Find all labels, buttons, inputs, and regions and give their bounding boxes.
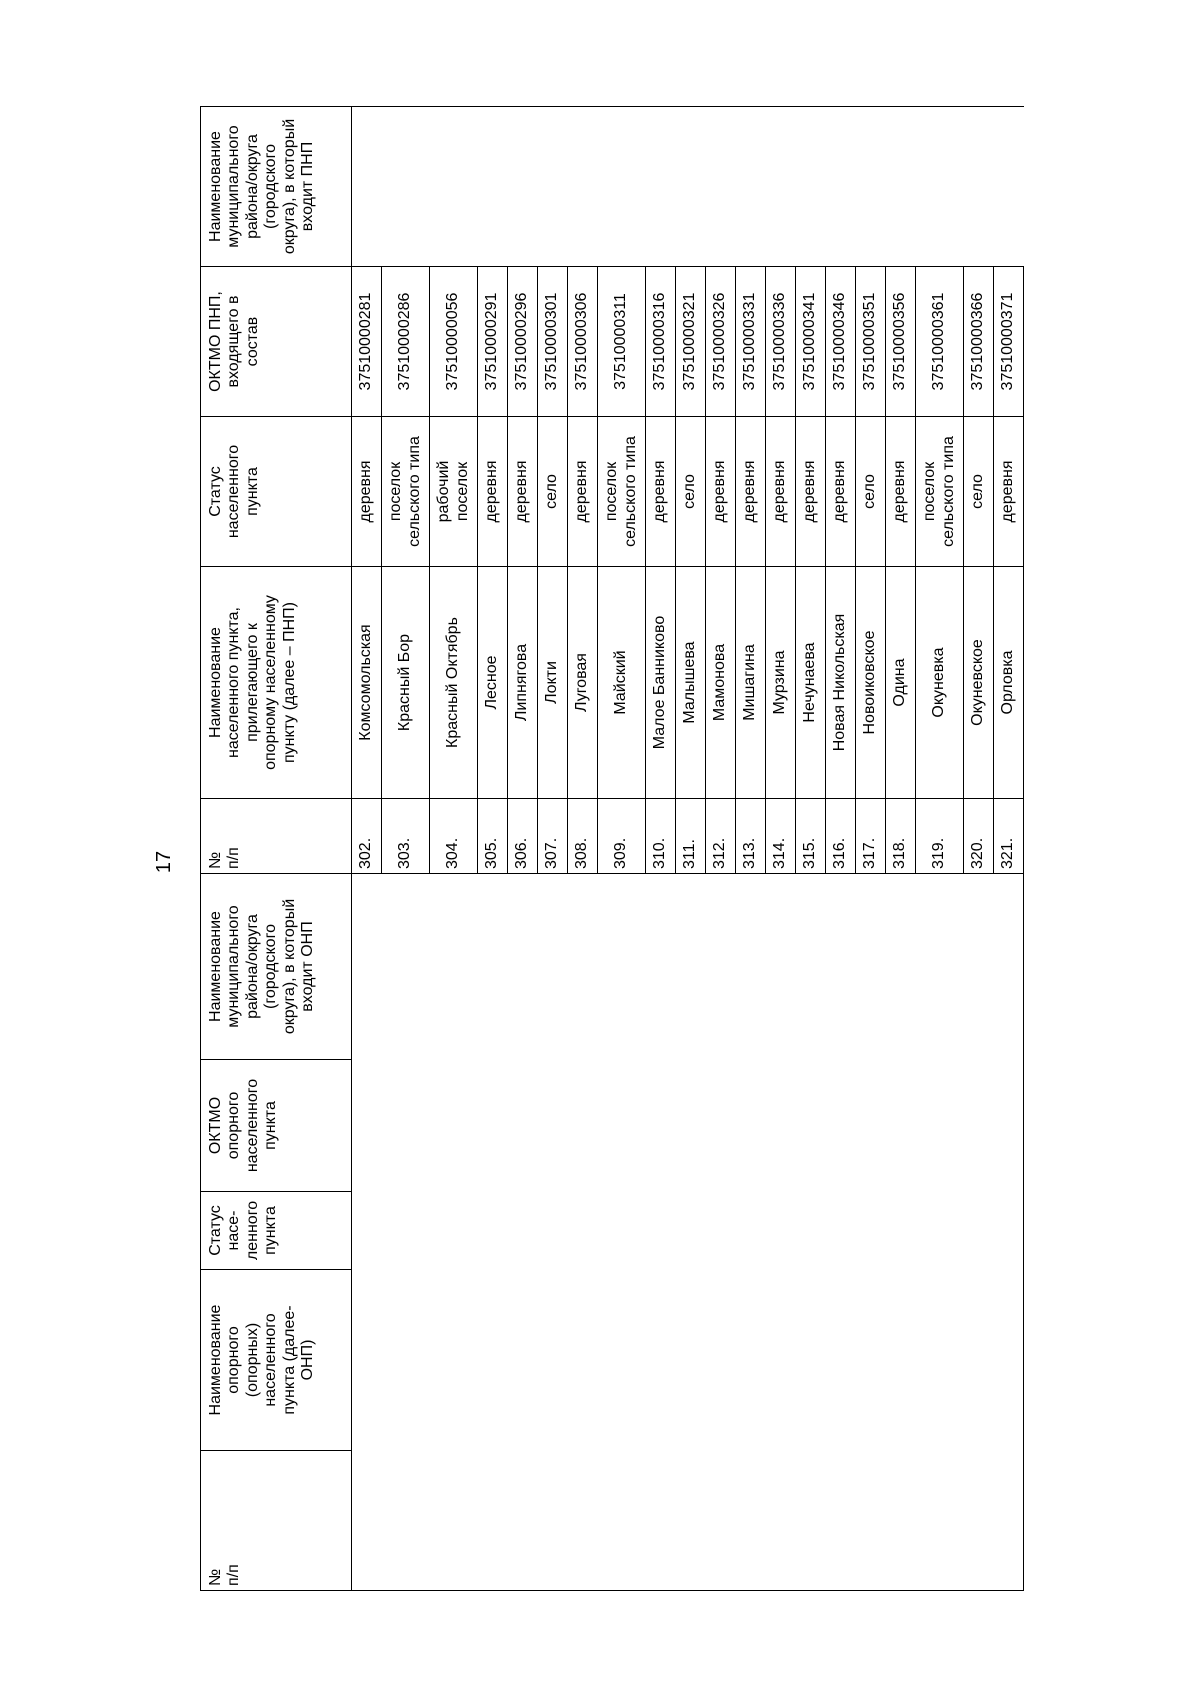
settlement-status: деревня xyxy=(352,417,382,567)
settlement-status: поселок сельского типа xyxy=(916,417,964,567)
district-cell xyxy=(646,107,676,267)
settlement-name: Малышева xyxy=(676,567,706,799)
row-number: 315. xyxy=(796,799,826,874)
district-cell xyxy=(886,107,916,267)
district-cell xyxy=(856,107,886,267)
row-number: 320. xyxy=(964,799,994,874)
district-cell xyxy=(508,107,538,267)
district-cell xyxy=(964,107,994,267)
row-number: 302. xyxy=(352,799,382,874)
settlement-oktmo: 37510000301 xyxy=(538,267,568,417)
settlement-status: поселок сельского типа xyxy=(382,417,430,567)
settlement-name: Одина xyxy=(886,567,916,799)
district-cell xyxy=(916,107,964,267)
settlement-name: Новоиковское xyxy=(856,567,886,799)
settlement-oktmo: 37510000326 xyxy=(706,267,736,417)
settlement-status: деревня xyxy=(994,417,1024,567)
settlement-name: Новая Никольская xyxy=(826,567,856,799)
settlement-oktmo: 37510000321 xyxy=(676,267,706,417)
header-cell: ОКТМО опорного населенного пункта xyxy=(201,1060,352,1192)
settlement-oktmo: 37510000056 xyxy=(430,267,478,417)
settlement-oktmo: 37510000291 xyxy=(478,267,508,417)
row-number: 319. xyxy=(916,799,964,874)
settlement-name: Липнягова xyxy=(508,567,538,799)
header-cell: Наименование муниципального района/округа (городского округа), в который входит ПНП xyxy=(201,107,352,267)
settlement-name: Мурзина xyxy=(766,567,796,799)
settlement-status: деревня xyxy=(886,417,916,567)
settlement-status: село xyxy=(538,417,568,567)
header-cell: Наименование населенного пункта, прилегающего к опорному населенному пункту (далее – ПНП) xyxy=(201,567,352,799)
settlement-name: Комсомольская xyxy=(352,567,382,799)
settlement-status: деревня xyxy=(508,417,538,567)
settlement-status: село xyxy=(856,417,886,567)
settlement-oktmo: 37510000336 xyxy=(766,267,796,417)
settlement-name: Нечунаева xyxy=(796,567,826,799)
row-number: 305. xyxy=(478,799,508,874)
row-number: 317. xyxy=(856,799,886,874)
row-number: 312. xyxy=(706,799,736,874)
district-cell xyxy=(430,107,478,267)
settlement-status: деревня xyxy=(646,417,676,567)
settlement-name: Мамонова xyxy=(706,567,736,799)
district-cell xyxy=(676,107,706,267)
row-number: 306. xyxy=(508,799,538,874)
header-cell: Статус населенного пункта xyxy=(201,417,352,567)
settlement-name: Локти xyxy=(538,567,568,799)
row-number: 307. xyxy=(538,799,568,874)
settlement-name: Красный Октябрь xyxy=(430,567,478,799)
settlement-oktmo: 37510000306 xyxy=(568,267,598,417)
district-cell xyxy=(598,107,646,267)
district-cell xyxy=(538,107,568,267)
header-cell: Наименование опорного (опорных) населенного пункта (далее- ОНП) xyxy=(201,1270,352,1451)
header-cell: Наименование муниципального района/округа (городского округа), в который входит ОНП xyxy=(201,874,352,1060)
row-number: 310. xyxy=(646,799,676,874)
settlement-status: село xyxy=(964,417,994,567)
settlement-status: деревня xyxy=(706,417,736,567)
rotated-table-frame xyxy=(200,107,1138,1591)
district-cell xyxy=(766,107,796,267)
header-cell: № п/п xyxy=(201,799,352,874)
settlement-oktmo: 37510000286 xyxy=(382,267,430,417)
district-cell xyxy=(706,107,736,267)
settlement-oktmo: 37510000331 xyxy=(736,267,766,417)
row-number: 321. xyxy=(994,799,1024,874)
settlements-table xyxy=(200,106,1024,1591)
settlement-oktmo: 37510000371 xyxy=(994,267,1024,417)
settlement-name: Окуневское xyxy=(964,567,994,799)
row-number: 304. xyxy=(430,799,478,874)
settlement-oktmo: 37510000341 xyxy=(796,267,826,417)
settlement-name: Луговая xyxy=(568,567,598,799)
row-number: 309. xyxy=(598,799,646,874)
settlement-status: деревня xyxy=(766,417,796,567)
row-number: 308. xyxy=(568,799,598,874)
settlement-name: Красный Бор xyxy=(382,567,430,799)
district-cell xyxy=(826,107,856,267)
settlement-name: Орловка xyxy=(994,567,1024,799)
row-number: 318. xyxy=(886,799,916,874)
settlement-oktmo: 37510000366 xyxy=(964,267,994,417)
settlement-oktmo: 37510000316 xyxy=(646,267,676,417)
settlement-name: Майский xyxy=(598,567,646,799)
header-row xyxy=(201,107,352,1591)
district-cell xyxy=(352,107,382,267)
header-cell: Статус насе- ленного пункта xyxy=(201,1192,352,1270)
row-number: 303. xyxy=(382,799,430,874)
settlement-name: Мишагина xyxy=(736,567,766,799)
settlement-status: деревня xyxy=(568,417,598,567)
district-cell xyxy=(382,107,430,267)
settlement-oktmo: 37510000296 xyxy=(508,267,538,417)
onp-empty-block xyxy=(352,874,1024,1591)
settlement-oktmo: 37510000356 xyxy=(886,267,916,417)
row-number: 316. xyxy=(826,799,856,874)
district-cell xyxy=(568,107,598,267)
settlement-name: Малое Банниково xyxy=(646,567,676,799)
table-row xyxy=(352,107,382,1591)
row-number: 314. xyxy=(766,799,796,874)
settlement-status: деревня xyxy=(826,417,856,567)
settlement-status: село xyxy=(676,417,706,567)
district-cell xyxy=(796,107,826,267)
page-number: 17 xyxy=(152,850,175,874)
settlement-oktmo: 37510000281 xyxy=(352,267,382,417)
row-number: 311. xyxy=(676,799,706,874)
district-cell xyxy=(736,107,766,267)
district-cell xyxy=(994,107,1024,267)
header-cell: ОКТМО ПНП, входящего в состав xyxy=(201,267,352,417)
row-number: 313. xyxy=(736,799,766,874)
settlement-name: Лесное xyxy=(478,567,508,799)
settlement-oktmo: 37510000311 xyxy=(598,267,646,417)
settlement-oktmo: 37510000351 xyxy=(856,267,886,417)
settlement-oktmo: 37510000346 xyxy=(826,267,856,417)
district-cell xyxy=(478,107,508,267)
settlement-status: деревня xyxy=(796,417,826,567)
settlement-status: деревня xyxy=(736,417,766,567)
settlement-oktmo: 37510000361 xyxy=(916,267,964,417)
settlement-name: Окуневка xyxy=(916,567,964,799)
settlement-status: деревня xyxy=(478,417,508,567)
header-cell: № п/п xyxy=(201,1451,352,1591)
settlement-status: рабочий поселок xyxy=(430,417,478,567)
settlement-status: поселок сельского типа xyxy=(598,417,646,567)
